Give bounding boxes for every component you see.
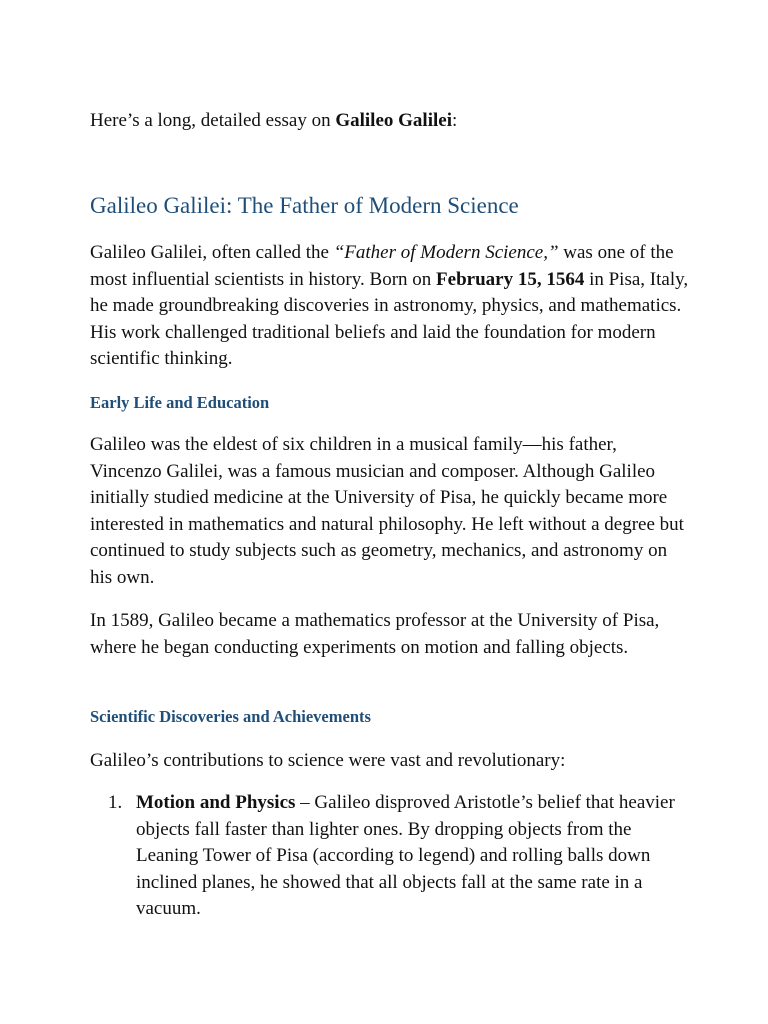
list-item — [90, 790, 690, 923]
early-life-paragraph-2: In 1589, Galileo became a mathematics professor at the University of Pisa, where he began conducting experiments on motion and falling objects. — [90, 610, 660, 658]
paragraph-text: in Pisa, Italy, he made groundbreaking discoveries in astronomy, physics, and mathematics. His work challenged traditional beliefs and laid the foundation for modern scientific thinking. — [90, 268, 689, 370]
birth-date: February 15, 1564 — [436, 268, 585, 290]
heading-scientific-discoveries: Scientific Discoveries and Achievements — [90, 707, 371, 726]
essay-title: Galileo Galilei: The Father of Modern Science — [90, 193, 519, 218]
intro-suffix: : — [451, 110, 458, 131]
intro-subject: Galileo Galilei — [335, 110, 452, 131]
nickname-quote: “Father of Modern Science,” — [333, 242, 559, 263]
heading-early-life: Early Life and Education — [90, 393, 270, 412]
intro-prefix: Here’s a long, detailed essay on — [90, 110, 336, 131]
discoveries-list — [90, 790, 690, 923]
intro-line — [90, 108, 457, 134]
early-life-paragraph-1: Galileo was the eldest of six children in a musical family—his father, Vincenzo Galilei, was a famous musician and composer. Although Galileo initially studied medicine at the University of Pisa, he quickly became more interested in mathematics and natural philosophy. He left without a degree but continued to study subjects such as geometry, mechanics, and astronomy on his own. — [90, 434, 684, 588]
intro-paragraph — [90, 240, 690, 373]
paragraph-text: was one of the most influential scientists in history. Born on — [90, 242, 674, 290]
paragraph-text: Galileo Galilei, often called the — [90, 242, 334, 263]
list-item-term: Motion and Physics — [136, 792, 296, 813]
list-item-text: – Galileo disproved Aristotle’s belief that heavier objects fall faster than lighter ones. By dropping objects from the Leaning Tower of Pisa (according to legend) and rolling balls down inclined planes, he showed that all objects fall at the same rate in a vacuum. — [136, 792, 675, 920]
list-item-number: 1. — [108, 792, 123, 813]
discoveries-intro: Galileo’s contributions to science were vast and revolutionary: — [90, 750, 566, 771]
